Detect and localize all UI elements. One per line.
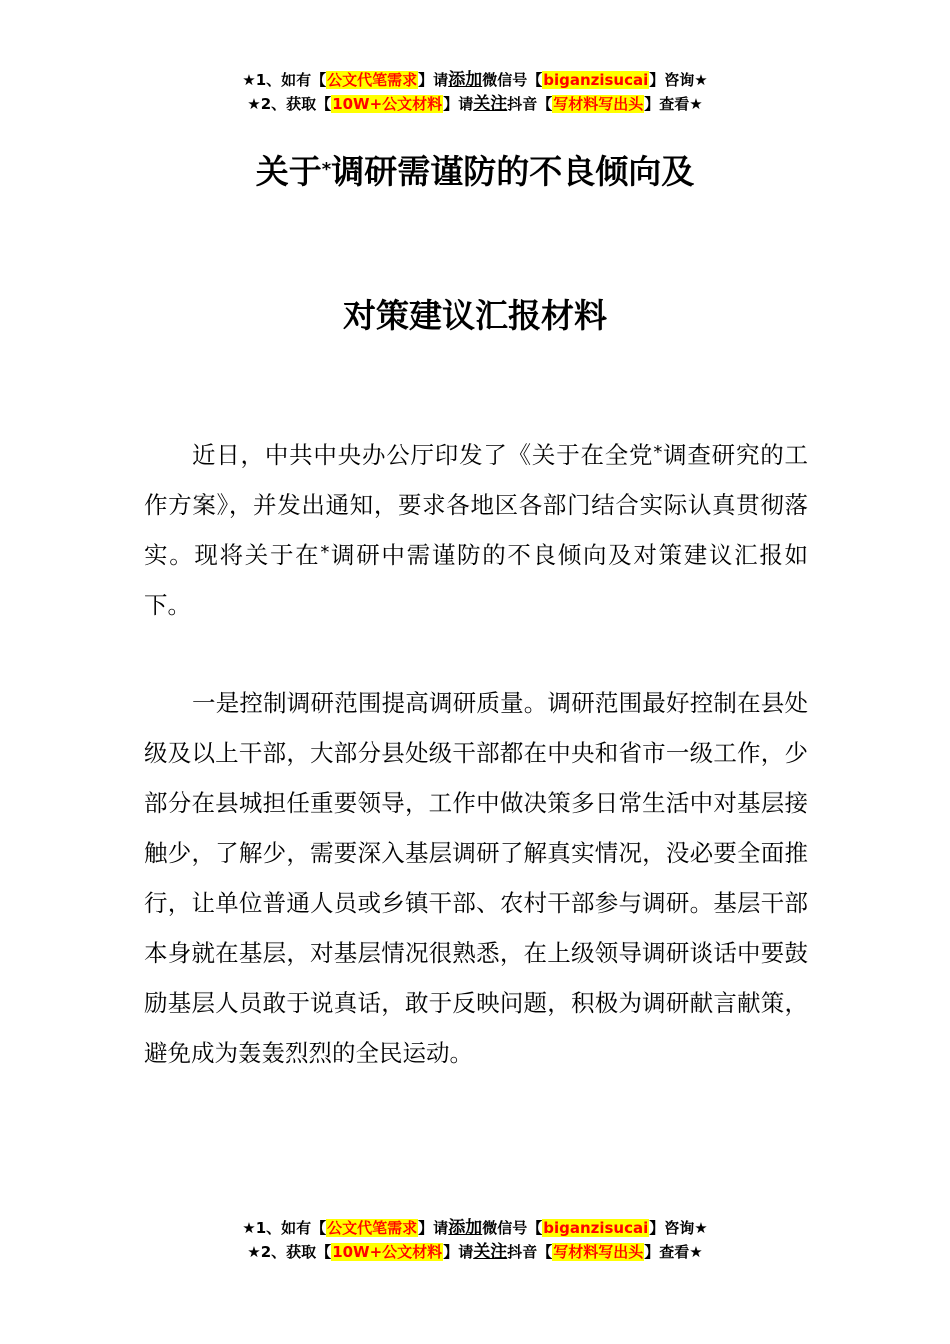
highlight-wechat-id: biganzisucai xyxy=(543,71,649,89)
highlight-service: 公文代笔需求 xyxy=(327,1219,418,1237)
document-title-line-1: 关于*调研需谨防的不良倾向及 xyxy=(255,152,695,191)
highlight-douyin-id: 写材料写出头 xyxy=(553,1243,644,1261)
highlight-materials: 10W+公文材料 xyxy=(332,95,443,113)
footer-banner xyxy=(0,1216,950,1264)
banner-line-1: ★1、如有【公文代笔需求】请添加微信号【biganzisucai】咨询★ xyxy=(242,70,708,90)
highlight-service: 公文代笔需求 xyxy=(327,71,418,89)
highlight-wechat-id: biganzisucai xyxy=(543,1219,649,1237)
highlight-douyin-id: 写材料写出头 xyxy=(553,95,644,113)
highlight-materials: 10W+公文材料 xyxy=(332,1243,443,1261)
banner-line-1: ★1、如有【公文代笔需求】请添加微信号【biganzisucai】咨询★ xyxy=(242,1218,708,1238)
paragraph-intro: 近日，中共中央办公厅印发了《关于在全党*调查研究的工作方案》，并发出通知，要求各地区各部门结合实际认真贯彻落实。现将关于在*调研中需谨防的不良倾向及对策建议汇报如下。 xyxy=(144,441,809,619)
banner-line-2: ★2、获取【10W+公文材料】请关注抖音【写材料写出头】查看★ xyxy=(247,1242,703,1262)
banner-line-2: ★2、获取【10W+公文材料】请关注抖音【写材料写出头】查看★ xyxy=(247,94,703,114)
document-title-line-2: 对策建议汇报材料 xyxy=(343,296,607,335)
header-banner xyxy=(0,68,950,116)
paragraph-point-1: 一是控制调研范围提高调研质量。调研范围最好控制在县处级及以上干部，大部分县处级干部都在中央和省市一级工作，少部分在县城担任重要领导，工作中做决策多日常生活中对基层接触少，了解少，需要深入基层调研了解真实情况，没必要全面推行，让单位普通人员或乡镇干部、农村干部参与调研。基层干部本身就在基层，对基层情况很熟悉，在上级领导调研谈话中要鼓励基层人员敢于说真话，敢于反映问题，积极为调研献言献策，避免成为轰轰烈烈的全民运动。 xyxy=(144,689,808,1067)
